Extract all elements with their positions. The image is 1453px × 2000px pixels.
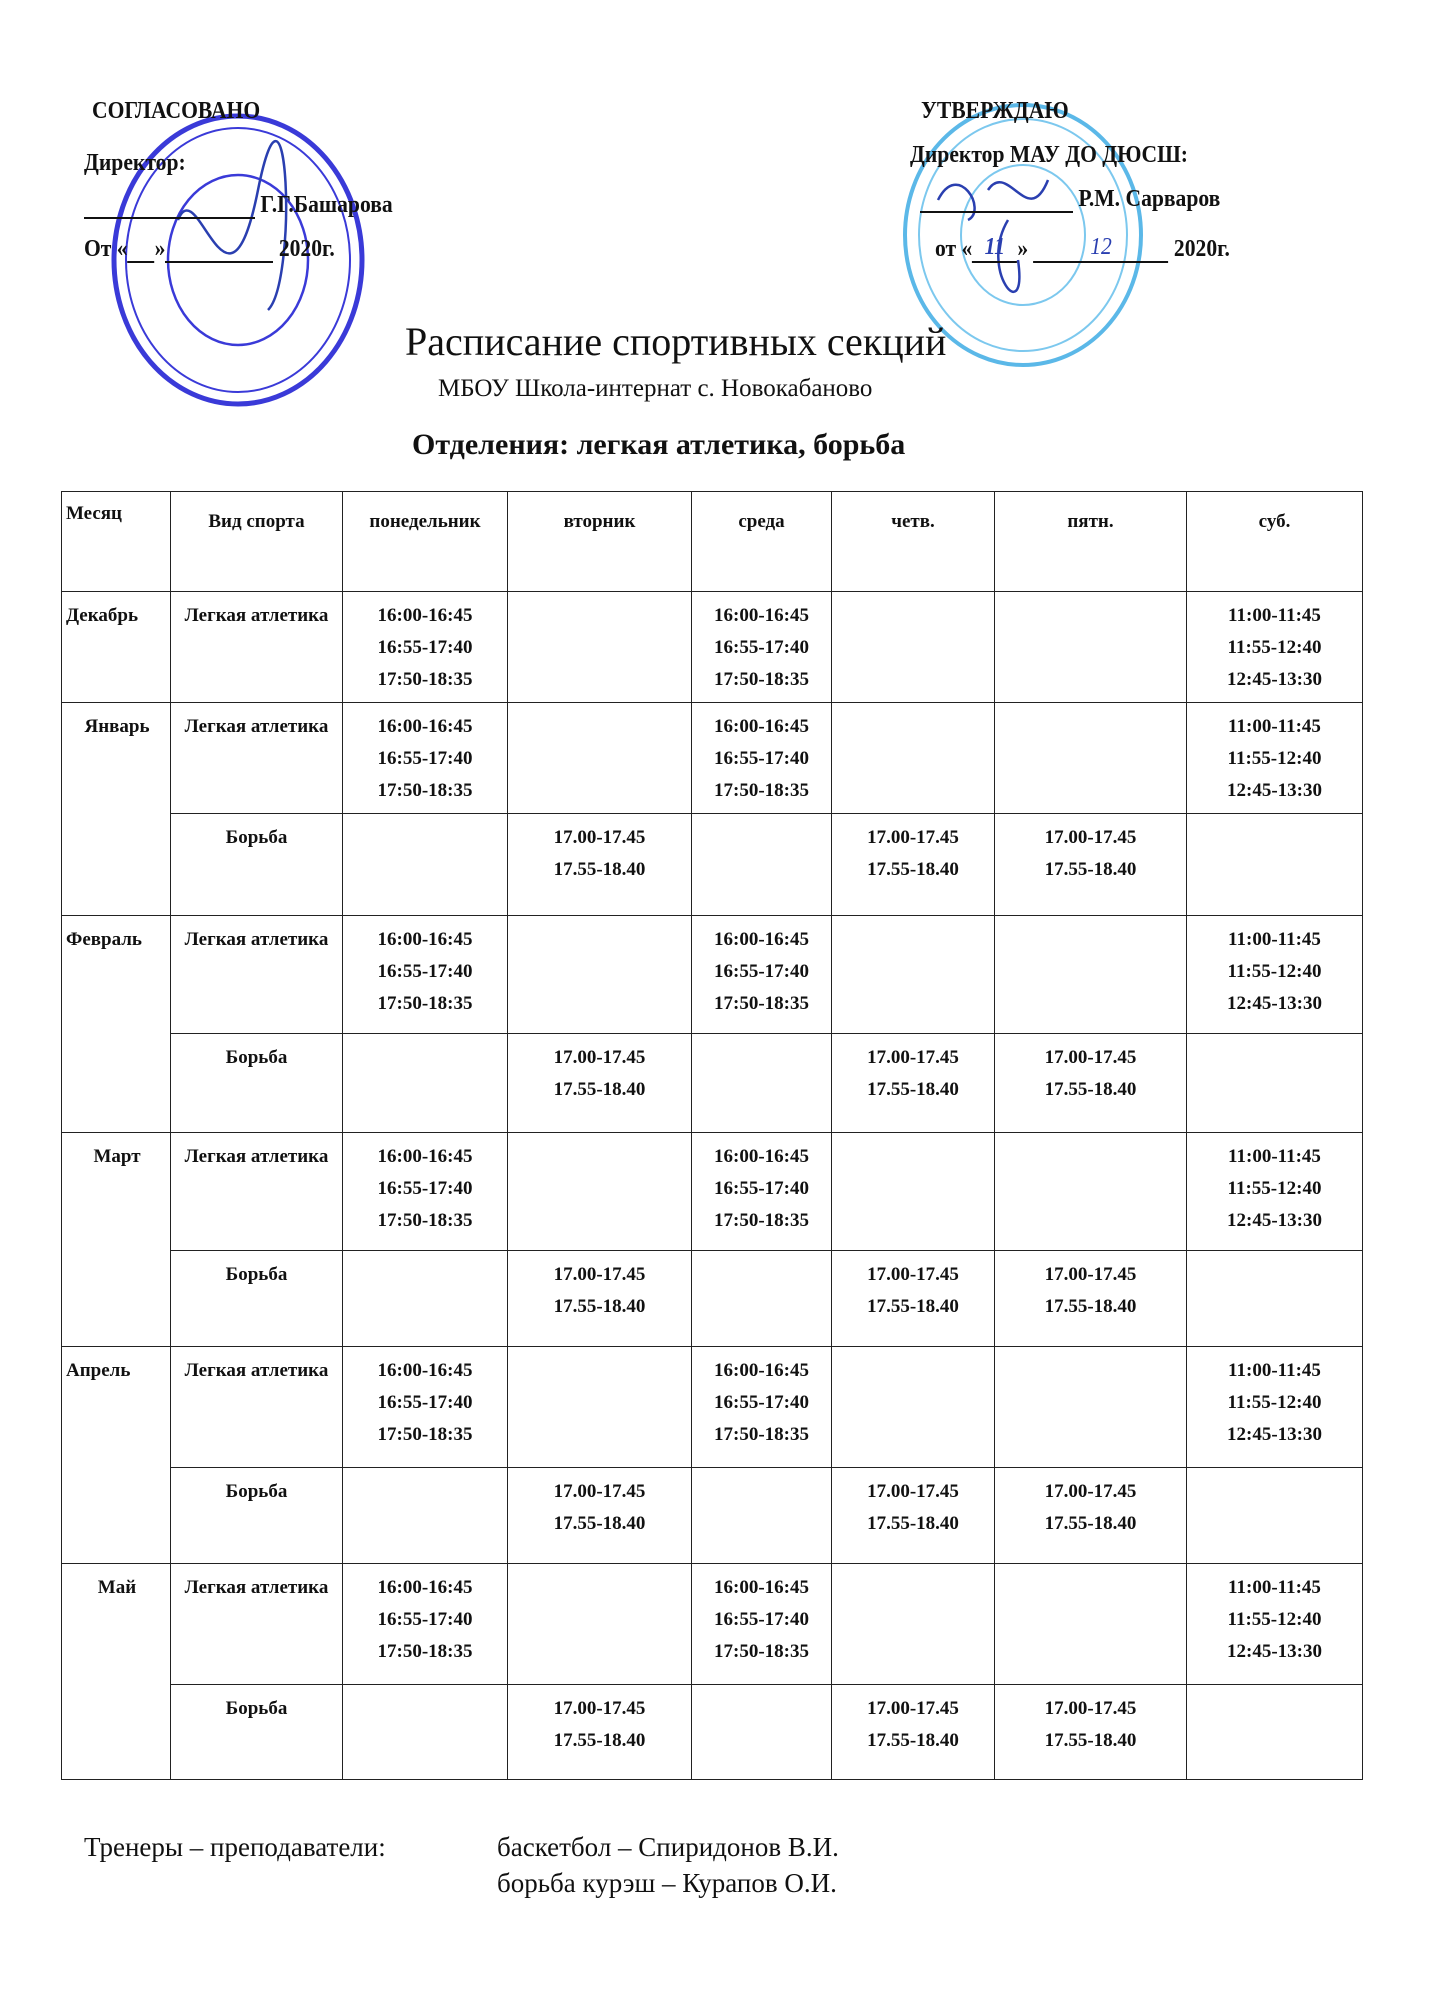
time-cell-thu xyxy=(832,1133,995,1251)
time-cell-wed: 16:00-16:45 16:55-17:40 17:50-18:35 xyxy=(692,1133,832,1251)
column-header: среда xyxy=(692,492,832,592)
time-cell-mon: 16:00-16:45 16:55-17:40 17:50-18:35 xyxy=(343,1564,508,1685)
time-cell-tue xyxy=(508,1347,692,1468)
sport-cell: Легкая атлетика xyxy=(171,1133,343,1251)
time-cell-sat: 11:00-11:45 11:55-12:40 12:45-13:30 xyxy=(1187,1347,1363,1468)
time-cell-wed xyxy=(692,1034,832,1133)
time-cell-mon xyxy=(343,1468,508,1564)
time-cell-thu: 17.00-17.45 17.55-18.40 xyxy=(832,1685,995,1780)
departments: Отделения: легкая атлетика, борьба xyxy=(412,428,906,461)
month-cell: Апрель xyxy=(62,1347,171,1564)
time-cell-tue: 17.00-17.45 17.55-18.40 xyxy=(508,1468,692,1564)
time-cell-wed xyxy=(692,1251,832,1347)
approval-left-role: Директор: xyxy=(84,150,186,176)
time-cell-sat: 11:00-11:45 11:55-12:40 12:45-13:30 xyxy=(1187,592,1363,703)
approval-right-date xyxy=(935,234,1230,263)
time-cell-sat xyxy=(1187,1468,1363,1564)
approval-left-name: Г.Г.Башарова xyxy=(260,192,393,218)
time-cell-wed: 16:00-16:45 16:55-17:40 17:50-18:35 xyxy=(692,703,832,814)
footer-label: Тренеры – преподаватели: xyxy=(84,1832,386,1862)
footer-coach-1: баскетбол – Спиридонов В.И. xyxy=(497,1832,839,1862)
sport-cell: Легкая атлетика xyxy=(171,1347,343,1468)
time-cell-sat xyxy=(1187,814,1363,916)
time-cell-sat xyxy=(1187,1034,1363,1133)
time-cell-wed: 16:00-16:45 16:55-17:40 17:50-18:35 xyxy=(692,1347,832,1468)
column-header: Вид спорта xyxy=(171,492,343,592)
sport-cell: Легкая атлетика xyxy=(171,592,343,703)
approval-right-signature-line xyxy=(920,186,1220,213)
table-row xyxy=(62,1468,1363,1564)
time-cell-sat: 11:00-11:45 11:55-12:40 12:45-13:30 xyxy=(1187,916,1363,1034)
time-cell-mon xyxy=(343,1685,508,1780)
time-cell-thu xyxy=(832,592,995,703)
date-month: 12 xyxy=(1034,234,1169,263)
approval-left-date xyxy=(84,236,335,263)
table-row xyxy=(62,1133,1363,1251)
table-row xyxy=(62,814,1363,916)
time-cell-thu: 17.00-17.45 17.55-18.40 xyxy=(832,1251,995,1347)
sport-cell: Борьба xyxy=(171,1034,343,1133)
time-cell-tue: 17.00-17.45 17.55-18.40 xyxy=(508,1251,692,1347)
page-title: Расписание спортивных секций xyxy=(405,319,947,364)
time-cell-fri xyxy=(995,1133,1187,1251)
schedule-table xyxy=(61,491,1363,1780)
time-cell-thu xyxy=(832,703,995,814)
date-mid: » xyxy=(1017,236,1029,262)
month-cell: Январь xyxy=(62,703,171,916)
date-day: 11 xyxy=(972,234,1017,263)
column-header: понедельник xyxy=(343,492,508,592)
month-cell: Март xyxy=(62,1133,171,1347)
time-cell-fri xyxy=(995,1564,1187,1685)
sport-cell: Легкая атлетика xyxy=(171,1564,343,1685)
time-cell-mon xyxy=(343,1251,508,1347)
column-header: четв. xyxy=(832,492,995,592)
time-cell-fri xyxy=(995,592,1187,703)
table-row xyxy=(62,1034,1363,1133)
time-cell-tue xyxy=(508,916,692,1034)
sport-cell: Борьба xyxy=(171,1251,343,1347)
time-cell-fri: 17.00-17.45 17.55-18.40 xyxy=(995,1685,1187,1780)
table-header-row xyxy=(62,492,1363,592)
time-cell-wed xyxy=(692,1685,832,1780)
time-cell-wed xyxy=(692,814,832,916)
time-cell-tue xyxy=(508,1564,692,1685)
time-cell-thu: 17.00-17.45 17.55-18.40 xyxy=(832,814,995,916)
time-cell-fri: 17.00-17.45 17.55-18.40 xyxy=(995,1468,1187,1564)
column-header: суб. xyxy=(1187,492,1363,592)
month-cell: Февраль xyxy=(62,916,171,1133)
time-cell-wed: 16:00-16:45 16:55-17:40 17:50-18:35 xyxy=(692,1564,832,1685)
time-cell-sat: 11:00-11:45 11:55-12:40 12:45-13:30 xyxy=(1187,1564,1363,1685)
date-prefix: От « xyxy=(84,236,128,262)
time-cell-fri xyxy=(995,916,1187,1034)
time-cell-tue: 17.00-17.45 17.55-18.40 xyxy=(508,814,692,916)
time-cell-tue xyxy=(508,592,692,703)
sport-cell: Борьба xyxy=(171,814,343,916)
date-prefix: от « xyxy=(935,236,973,262)
date-year: 2020г. xyxy=(1173,236,1230,262)
time-cell-fri: 17.00-17.45 17.55-18.40 xyxy=(995,814,1187,916)
time-cell-tue xyxy=(508,703,692,814)
time-cell-tue: 17.00-17.45 17.55-18.40 xyxy=(508,1685,692,1780)
time-cell-mon: 16:00-16:45 16:55-17:40 17:50-18:35 xyxy=(343,703,508,814)
column-header: пятн. xyxy=(995,492,1187,592)
time-cell-tue xyxy=(508,1133,692,1251)
time-cell-mon: 16:00-16:45 16:55-17:40 17:50-18:35 xyxy=(343,592,508,703)
time-cell-fri: 17.00-17.45 17.55-18.40 xyxy=(995,1251,1187,1347)
month-cell: Май xyxy=(62,1564,171,1780)
date-mid: » xyxy=(154,236,166,262)
time-cell-fri: 17.00-17.45 17.55-18.40 xyxy=(995,1034,1187,1133)
time-cell-sat xyxy=(1187,1685,1363,1780)
subtitle: МБОУ Школа-интернат с. Новокабаново xyxy=(438,375,873,402)
time-cell-mon: 16:00-16:45 16:55-17:40 17:50-18:35 xyxy=(343,1133,508,1251)
time-cell-sat xyxy=(1187,1251,1363,1347)
time-cell-mon xyxy=(343,1034,508,1133)
table-row xyxy=(62,916,1363,1034)
table-row xyxy=(62,1685,1363,1780)
footer-coach-2: борьба курэш – Курапов О.И. xyxy=(497,1868,837,1898)
sport-cell: Легкая атлетика xyxy=(171,703,343,814)
column-header: Месяц xyxy=(62,492,171,592)
time-cell-mon: 16:00-16:45 16:55-17:40 17:50-18:35 xyxy=(343,916,508,1034)
date-year: 2020г. xyxy=(278,236,335,262)
time-cell-thu xyxy=(832,1347,995,1468)
time-cell-sat: 11:00-11:45 11:55-12:40 12:45-13:30 xyxy=(1187,1133,1363,1251)
approval-left-heading: СОГЛАСОВАНО xyxy=(92,98,261,124)
approval-right-name: Р.М. Сарваров xyxy=(1078,186,1221,212)
sport-cell: Легкая атлетика xyxy=(171,916,343,1034)
time-cell-thu xyxy=(832,1564,995,1685)
time-cell-thu: 17.00-17.45 17.55-18.40 xyxy=(832,1468,995,1564)
time-cell-thu xyxy=(832,916,995,1034)
column-header: вторник xyxy=(508,492,692,592)
time-cell-tue: 17.00-17.45 17.55-18.40 xyxy=(508,1034,692,1133)
sport-cell: Борьба xyxy=(171,1468,343,1564)
time-cell-mon: 16:00-16:45 16:55-17:40 17:50-18:35 xyxy=(343,1347,508,1468)
approval-right-heading: УТВЕРЖДАЮ xyxy=(921,98,1069,124)
time-cell-mon xyxy=(343,814,508,916)
table-row xyxy=(62,1564,1363,1685)
time-cell-wed xyxy=(692,1468,832,1564)
approval-left-signature-line xyxy=(84,192,393,219)
time-cell-thu: 17.00-17.45 17.55-18.40 xyxy=(832,1034,995,1133)
sport-cell: Борьба xyxy=(171,1685,343,1780)
table-row xyxy=(62,592,1363,703)
month-cell: Декабрь xyxy=(62,592,171,703)
time-cell-wed: 16:00-16:45 16:55-17:40 17:50-18:35 xyxy=(692,592,832,703)
time-cell-sat: 11:00-11:45 11:55-12:40 12:45-13:30 xyxy=(1187,703,1363,814)
table-row xyxy=(62,1347,1363,1468)
time-cell-fri xyxy=(995,1347,1187,1468)
time-cell-wed: 16:00-16:45 16:55-17:40 17:50-18:35 xyxy=(692,916,832,1034)
table-row xyxy=(62,1251,1363,1347)
table-row xyxy=(62,703,1363,814)
approval-right-role: Директор МАУ ДО ДЮСШ: xyxy=(910,142,1188,168)
time-cell-fri xyxy=(995,703,1187,814)
